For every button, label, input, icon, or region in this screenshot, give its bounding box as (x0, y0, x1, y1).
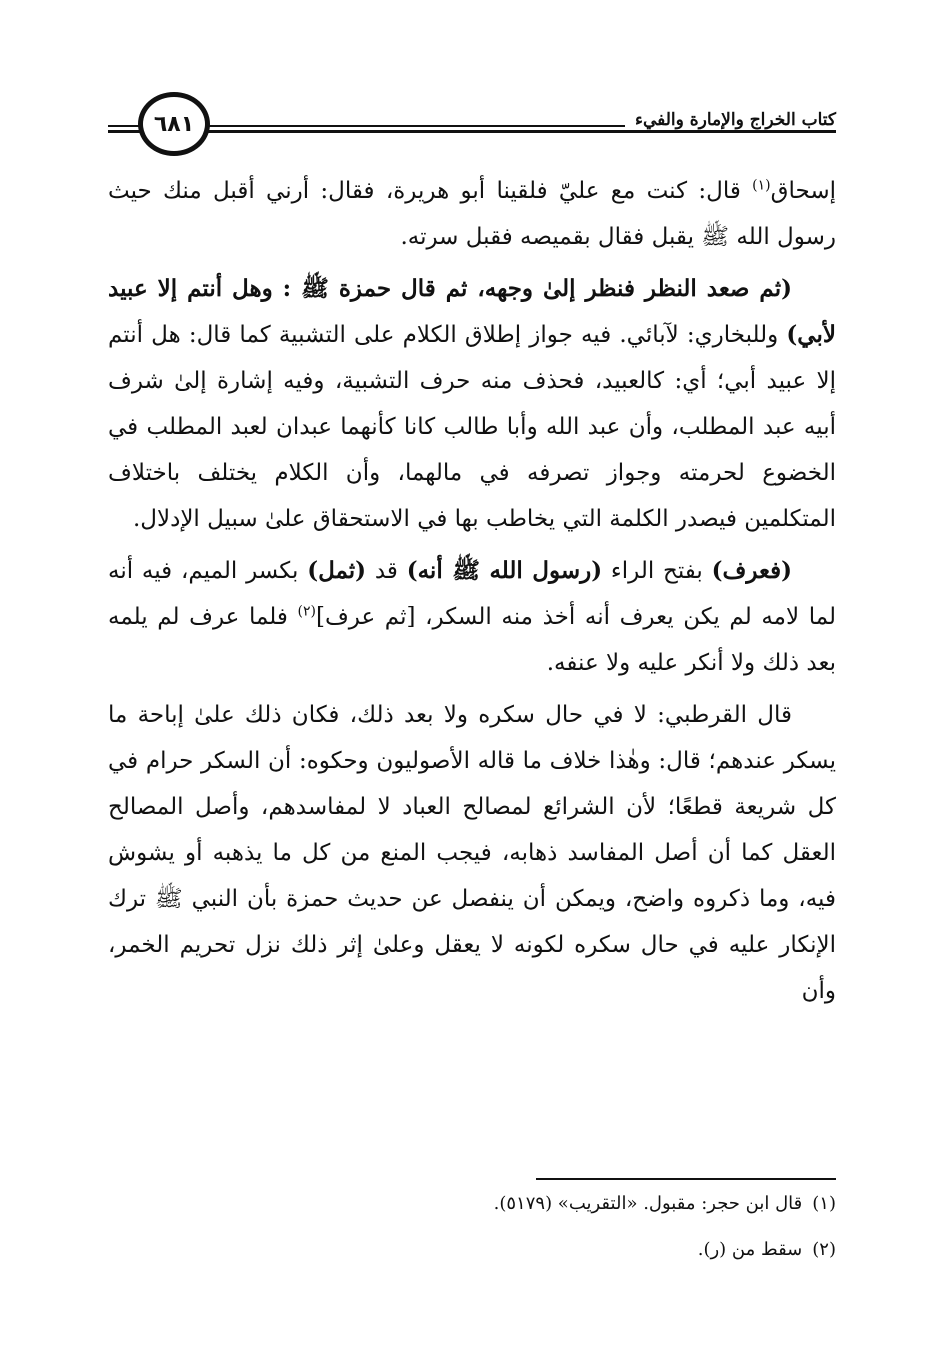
p3-text-1: بفتح الراء (602, 558, 712, 584)
footnotes (108, 1190, 836, 1282)
footnote-ref-1: (١) (752, 177, 771, 194)
p3-bold-1: (فعرف) (711, 557, 792, 584)
page-number: ٦٨١ (153, 111, 195, 137)
page-header (108, 92, 836, 162)
p2-rest: وللبخاري: لآبائي. فيه جواز إطلاق الكلام على التشبية كما قال: هل أنتم إلا عبيد أبي؛ أي: كالعبيد، فحذف منه حرف التشبية، وفيه إشارة إلىٰ شرف أبيه عبد المطلب، وأن عبد الله وأبا طالب كانا كأنهما عبدان لعبد المطلب في الخضوع لحرمته وجواز تصرفه في مالهما، وأن الكلام يختلف باختلاف المتكلمين فيصدر الكلمة التي يخاطب بها في الاستحقاق علىٰ سبيل الإدلال. (108, 322, 836, 532)
footnote-number: (٢) (812, 1239, 836, 1260)
p2-bold: (ثم صعد النظر فنظر إلىٰ وجهه، ثم قال حمزة ﷺ : وهل أنتم إلا عبيد لأبي) (108, 275, 836, 348)
paragraph-3 (108, 548, 836, 686)
paragraph-1 (108, 168, 836, 260)
running-title: كتاب الخراج والإمارة والفيء (625, 110, 836, 130)
footnote-number: (١) (812, 1193, 836, 1214)
p4-text: قال القرطبي: لا في حال سكره ولا بعد ذلك، فكان ذلك علىٰ إباحة ما يسكر عندهم؛ قال: وهٰذا خلاف ما قاله الأصوليون وحكوه: أن السكر حرام في كل شريعة قطعًا؛ لأن الشرائع لمصالح العباد لا لمفاسدهم، وأصل المصالح العقل كما أن أصل المفاسد ذهابه، فيجب المنع من كل ما يذهبه أو يشوش فيه، وما ذكروه واضح، ويمكن أن ينفصل عن حديث حمزة بأن النبي ﷺ ترك الإنكار عليه في حال سكره لكونه لا يعقل وعلىٰ إثر ذلك نزل تحريم الخمر، وأن (108, 702, 836, 1004)
footnote-ref-2: (٢) (297, 603, 316, 620)
footnote-divider (536, 1178, 836, 1180)
footnote-text: سقط من (ر). (697, 1239, 803, 1260)
header-rule-bottom (108, 130, 836, 133)
p3-text-3: بكسر الميم، فيه أنه لما لامه لم يكن يعرف أنه أخذ منه السكر، [ثم عرف] (108, 558, 837, 630)
p3-text-2: قد (366, 558, 407, 584)
paragraph-2 (108, 266, 836, 542)
p1-rest: قال: كنت مع عليّ فلقينا أبو هريرة، فقال: أرني أقبل منك حيث رسول الله ﷺ يقبل فقال بقميصه فقبل سرته. (108, 178, 836, 250)
p3-bold-3: (ثمل) (307, 557, 367, 584)
paragraph-4 (108, 692, 836, 1014)
footnote-2 (108, 1236, 836, 1264)
main-text (108, 168, 836, 1020)
p1-text: إسحاق (770, 178, 836, 204)
p3-text-4: فلما عرف لم يلمه بعد ذلك ولا أنكر عليه ولا عنفه. (108, 604, 836, 676)
footnote-1 (108, 1190, 836, 1218)
p3-bold-2: (رسول الله ﷺ أنه) (406, 557, 603, 584)
footnote-text: قال ابن حجر: مقبول. «التقريب» (٥١٧٩). (493, 1193, 803, 1214)
page-number-badge (138, 92, 210, 156)
